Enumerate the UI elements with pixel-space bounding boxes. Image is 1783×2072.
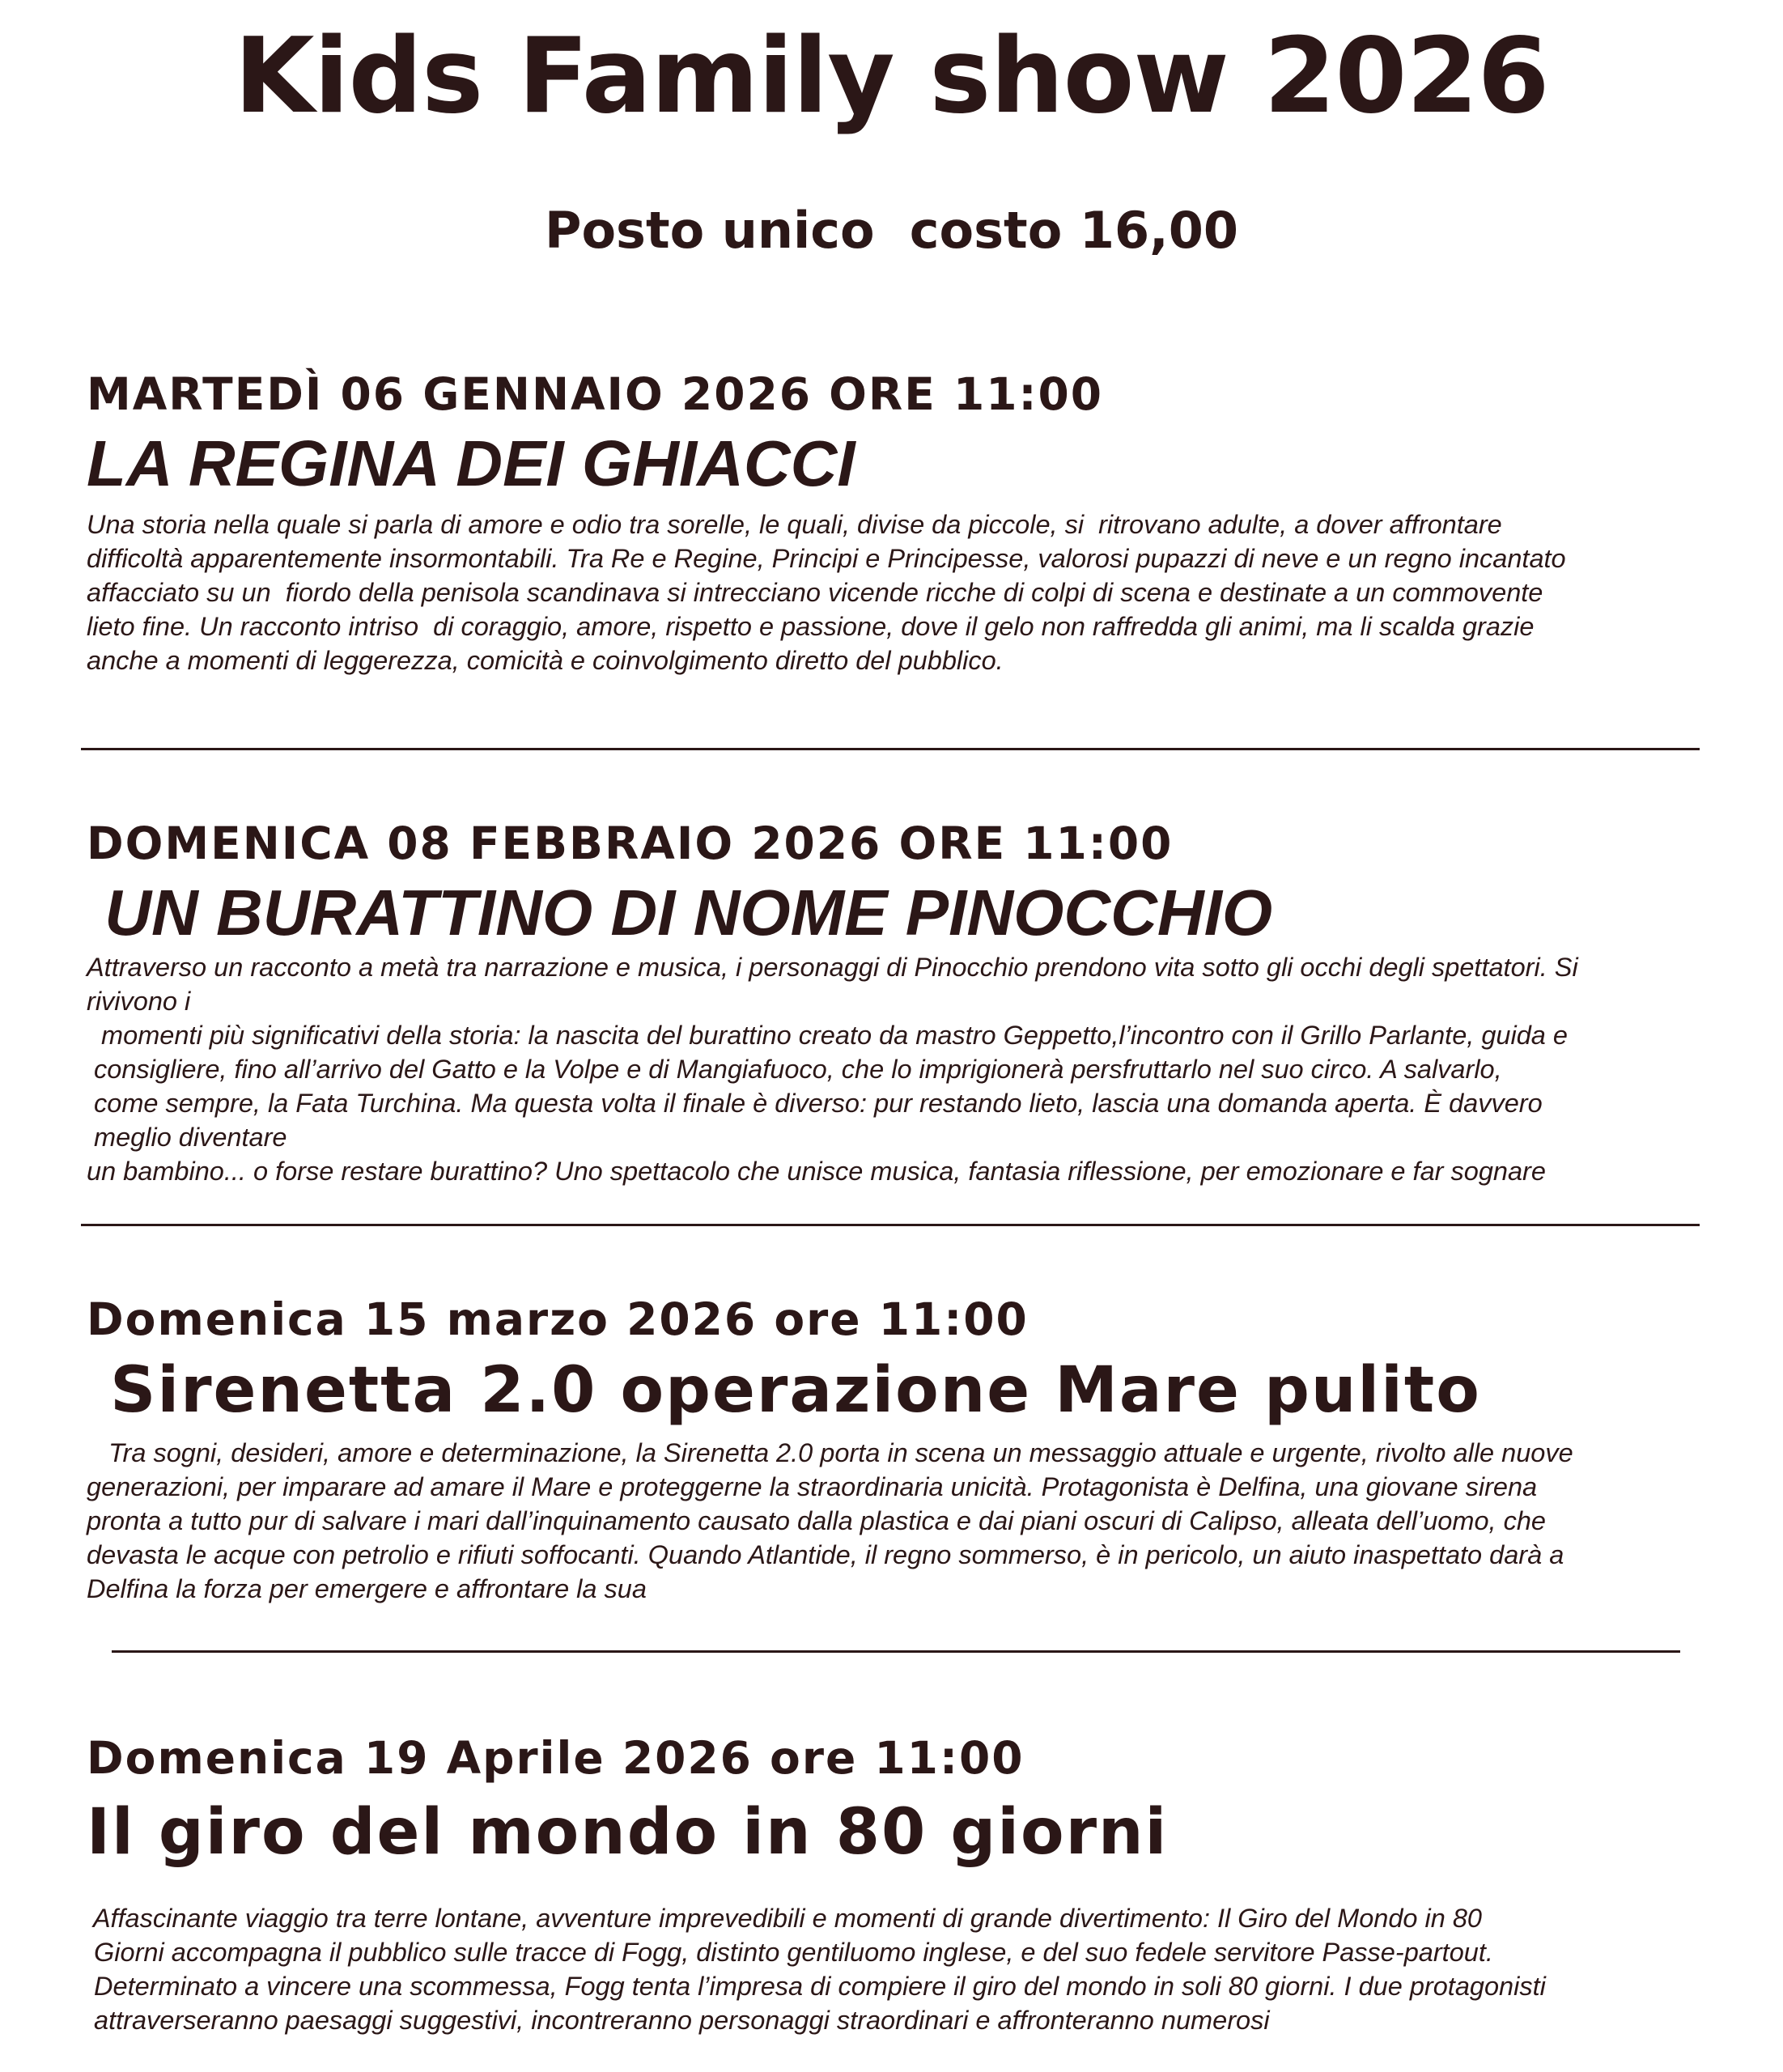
show-description <box>87 1901 1705 2037</box>
description-line: difficoltà apparentemente insormontabili. Tra Re e Regine, Principi e Principesse, valorosi pupazzi di neve e un regno incantato <box>87 544 1566 573</box>
description-line: lieto fine. Un racconto intriso di coraggio, amore, rispetto e passione, dove il gelo non raffredda gli animi, ma li scalda grazie <box>87 612 1535 641</box>
show-date: DOMENICA 08 FEBBRAIO 2026 ORE 11:00 <box>87 817 1174 869</box>
show-date: Domenica 19 Aprile 2026 ore 11:00 <box>87 1732 1025 1784</box>
show-title: Sirenetta 2.0 operazione Mare pulito <box>87 1354 1481 1427</box>
description-line: Tra sogni, desideri, amore e determinazione, la Sirenetta 2.0 porta in scena un messaggio attuale e urgente, rivolto alle nuove <box>87 1438 1573 1467</box>
description-line: Delfina la forza per emergere e affrontare la sua <box>87 1574 647 1603</box>
description-line: un bambino... o forse restare burattino? Uno spettacolo che unisce musica, fantasia riflessione, per emozionare e far sognare <box>87 1157 1546 1186</box>
description-line: meglio diventare <box>87 1123 287 1152</box>
description-line: Determinato a vincere una scommessa, Fogg tenta l’impresa di compiere il giro del mondo in soli 80 giorni. I due protagonisti <box>87 1972 1546 2001</box>
section-divider <box>112 1650 1680 1653</box>
description-line: come sempre, la Fata Turchina. Ma questa volta il finale è diverso: pur restando lieto, lascia una domanda aperta. È davvero <box>87 1089 1543 1118</box>
show-description <box>87 950 1705 1188</box>
description-line: Una storia nella quale si parla di amore e odio tra sorelle, le quali, divise da piccole, si ritrovano adulte, a dover affrontare <box>87 510 1502 539</box>
section-divider <box>81 748 1700 750</box>
price-subtitle: Posto unico costo 16,00 <box>545 201 1238 260</box>
description-line: Attraverso un racconto a metà tra narrazione e musica, i personaggi di Pinocchio prendono vita sotto gli occhi degli spettatori. Si <box>87 953 1578 982</box>
description-line: momenti più significativi della storia: la nascita del burattino creato da mastro Geppetto,l’incontro con il Grillo Parlante, guida e <box>87 1021 1568 1050</box>
show-title: LA REGINA DEI GHIACCI <box>87 427 855 499</box>
description-line: Giorni accompagna il pubblico sulle tracce di Fogg, distinto gentiluomo inglese, e del suo fedele servitore Passe-partout. <box>87 1938 1493 1967</box>
description-line: pronta a tutto pur di salvare i mari dall’inquinamento causato dalla plastica e dai piani oscuri di Calipso, alleata dell’uomo, che <box>87 1506 1546 1535</box>
show-title: Il giro del mondo in 80 giorni <box>87 1796 1169 1869</box>
show-title: UN BURATTINO DI NOME PINOCCHIO <box>87 877 1273 949</box>
show-date: Domenica 15 marzo 2026 ore 11:00 <box>87 1293 1029 1345</box>
description-line: attraverseranno paesaggi suggestivi, incontreranno personaggi straordinari e affronteranno numerosi <box>87 2006 1270 2035</box>
show-description <box>87 1436 1705 1606</box>
description-line: consigliere, fino all’arrivo del Gatto e la Volpe e di Mangiafuoco, che lo imprigionerà persfruttarlo nel suo circo. A salvarlo, <box>87 1055 1502 1084</box>
description-line: devasta le acque con petrolio e rifiuti soffocanti. Quando Atlantide, il regno sommerso, è in pericolo, un aiuto inaspettato darà a <box>87 1540 1564 1569</box>
description-line: affacciato su un fiordo della penisola scandinava si intrecciano vicende ricche di colpi di scena e destinate a un commovente <box>87 578 1543 607</box>
description-line: Affascinante viaggio tra terre lontane, avventure imprevedibili e momenti di grande divertimento: Il Giro del Mondo in 80 <box>87 1904 1483 1933</box>
description-line: anche a momenti di leggerezza, comicità e coinvolgimento diretto del pubblico. <box>87 646 1004 675</box>
section-divider <box>81 1224 1700 1226</box>
page-title: Kids Family show 2026 <box>234 16 1549 137</box>
show-description <box>87 507 1705 677</box>
description-line: rivivono i <box>87 987 191 1016</box>
description-line: generazioni, per imparare ad amare il Mare e proteggerne la straordinaria unicità. Protagonista è Delfina, una giovane sirena <box>87 1472 1538 1501</box>
show-date: MARTEDÌ 06 GENNAIO 2026 ORE 11:00 <box>87 368 1104 420</box>
